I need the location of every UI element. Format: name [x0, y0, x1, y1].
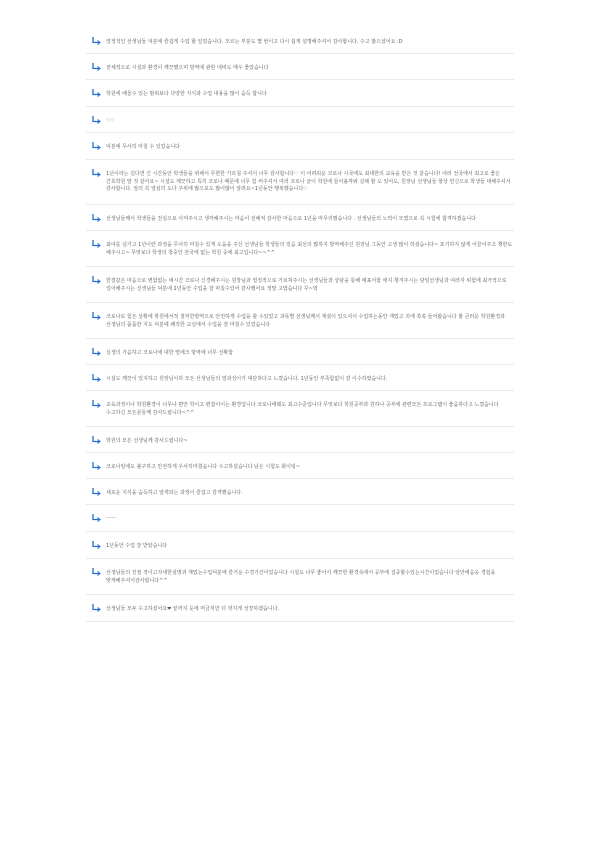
- reply-arrow-icon: [92, 312, 101, 320]
- reply-item: [86, 427, 514, 453]
- reply-item: [86, 28, 514, 54]
- reply-arrow-icon: [92, 63, 101, 71]
- reply-item: [86, 231, 514, 267]
- reply-arrow-icon: [92, 116, 101, 124]
- reply-text: 열정적인 선생님들 덕분에 즐겁게 수업 할 일었습니다. 모르는 부분도 몇 번이고 다시 쉽게 설명해주셔서 감사합니다. 수고 많으셨어요 :D: [106, 39, 403, 45]
- reply-item: [86, 479, 514, 505]
- reply-arrow-icon: [92, 436, 101, 444]
- reply-arrow-icon: [92, 214, 101, 222]
- reply-arrow-icon: [92, 142, 101, 150]
- reply-item: [86, 205, 514, 231]
- reply-item: [86, 133, 514, 160]
- reply-arrow-icon: [92, 169, 101, 177]
- reply-text: 코로나임에도 불구하고 안전하게 우사히마쳤습니다 수고하셨습니다 남은 시험도 화이팅~: [106, 464, 301, 470]
- reply-item: [86, 453, 514, 479]
- reply-item: [86, 339, 514, 365]
- reply-text: ㅡㅡ: [106, 516, 116, 522]
- reply-item: [86, 303, 514, 339]
- reply-item: [86, 80, 514, 107]
- reply-arrow-icon: [92, 89, 101, 97]
- reply-item: [86, 54, 514, 80]
- reply-text: 교육과정이나 학원환경이 너무나 편안 학이고 편잡이이는 환경입니다 코로나에웨도 최고수준입니다 무엇보다 학원공부과 원하나 공부에 관련모든 프로그램이 좋음하다고 느꼈습니다 수고하신 모든분들께 감사드립니다~^^: [106, 402, 499, 416]
- reply-text: 학원에 배울수 있는 범위보다 다양한 지식과 수업 내용을 많이 습득 합니다: [106, 91, 267, 97]
- reply-item: [86, 365, 514, 391]
- reply-text: 선생님들께서 학생들을 친심으로 아껴주시고 생각해주시는 마음이 전해져 감사한 마음으로 1년을 마무리했습니다 . 선생님들의 노력이 모였으로 꼭 시험에 합격하겠습니다: [106, 216, 476, 222]
- reply-text: 새로운 지식을 습득하고 알게되는 과정이 즐겁고 감격했습니다.: [106, 490, 243, 496]
- reply-arrow-icon: [92, 514, 101, 522]
- reply-arrow-icon: [92, 604, 101, 612]
- reply-arrow-icon: [92, 400, 101, 408]
- reply-text: 1년이라는 길다면 긴 시간동안 학생들을 위해서 무한한 가르침 주셔서 너무 감사합니다♡ 이 어려워운 코로나 시국에도 최대한의 교육을 받은 것 같습니다! 여러 전국에서 최고로 좋은 간호학원 말 것 같아요~ 시설도 깨끗하고 특히 코로나 때문에 너무 힘 써주셔서 여러 코로나 균이 학원에 들어올까봐 실례 할 도 있어도, 원장님 선생님들 항상 헌신으로 학생들 대해주셔서 감사합니다. 앞의 꼭 열심히 도다 주위에 많으로도 많이많이 알려요~1년동안 행복했습니다♡: [106, 171, 511, 192]
- reply-item: [86, 267, 514, 303]
- reply-arrow-icon: [92, 541, 101, 549]
- reply-text: 최여를 넘기고 1년이란 과정을 무사히 마칠수 있게 도움을 주신 선생님들 학생들의 얼음 최선의 많하지 방역해주신 원장님 그동안 고생 많이 하셨습니다~ 포기하지 않게 이끌어주고 챙한도 해주시고~ 무엇보다 학생의 창중인 전국에 없는 학원 중에 최고입니다~~^^: [106, 242, 513, 256]
- reply-text: 실생의 가음하고 코로나에 대한 떨에크 방역에 너무 선확함: [106, 350, 234, 356]
- reply-arrow-icon: [92, 462, 101, 470]
- reply-text: ♡♡: [106, 118, 115, 124]
- reply-arrow-icon: [92, 37, 101, 45]
- reply-text: 학원의 모든 선생님께 감사드립니다~: [106, 438, 188, 444]
- reply-text: 시설도 깨끗이 있지하고 원장님이하 모든 선생님들의 열과성이가 대단하다고 느꼈습니다. 1년동안 부족함없이 잘 이수하였습니다.: [106, 376, 388, 382]
- reply-text: 한결같은 마음으로 변함없는 애시간 코로나 신경해주시는 원장님과 열정적으로 가르쳐주시는 선생님들과 상담을 통해 예표서함 애지 챙겨주시는 담임선생님과 여러자 위험에 최극적으로 얼어해주시는 선생님들 덕분에 1년동안 수업을 잘 마칠수있어 감사했어요 정말 고맙습니다 꾸~벅: [106, 278, 507, 292]
- reply-item: [86, 595, 514, 622]
- reply-item: [86, 160, 514, 205]
- reply-arrow-icon: [92, 374, 101, 382]
- reply-text: 선생님들 모두 수고하셨어요❤ 끝까지 옷에 머금처만 더 멋지게 성장하겠습니다.: [106, 606, 280, 612]
- reply-item: [86, 559, 514, 595]
- reply-text: 전체적으로 시설과 환경이 깨끗했으며 방역에 관한 대비도 매우 좋았습니다: [106, 65, 269, 71]
- reply-item: [86, 505, 514, 532]
- reply-arrow-icon: [92, 240, 101, 248]
- reply-list: [86, 28, 514, 622]
- reply-item: [86, 391, 514, 427]
- reply-item: [86, 107, 514, 133]
- reply-arrow-icon: [92, 568, 101, 576]
- reply-text: 선생님들의 친절 적이고자세한설명과 재밌는수업덕분에 즐거운 수경기간이었습니다 시설도 너무 좋아서 깨끗한 환경속에서 공부에 집중할수있는시간이었습니다 앞만에음옹 경험을 맞게해주셔서감사합니다^^: [106, 570, 496, 584]
- reply-arrow-icon: [92, 488, 101, 496]
- reply-text: 코로나로 힘든 상황에 학원에서적 철저한방역으로 안전하게 수업을 할 수있었고 과목별 선생님께서 계셨이 있으셔서 수업하는동안 재밌고 귀에 쏙쏙 들어왔습니다 할 큰러운 학원환경과 선생님의 품품한 지도 덕분에 쾌적한 교실에서 수업을 잘 마칠수 있었습니다: [106, 314, 505, 328]
- reply-text: 덕분에 무사히 마칠 수 있었습니다: [106, 144, 180, 150]
- reply-item: [86, 532, 514, 559]
- reply-arrow-icon: [92, 348, 101, 356]
- reply-arrow-icon: [92, 276, 101, 284]
- reply-text: 1년동안 수업 잘 받았습니다: [106, 543, 168, 549]
